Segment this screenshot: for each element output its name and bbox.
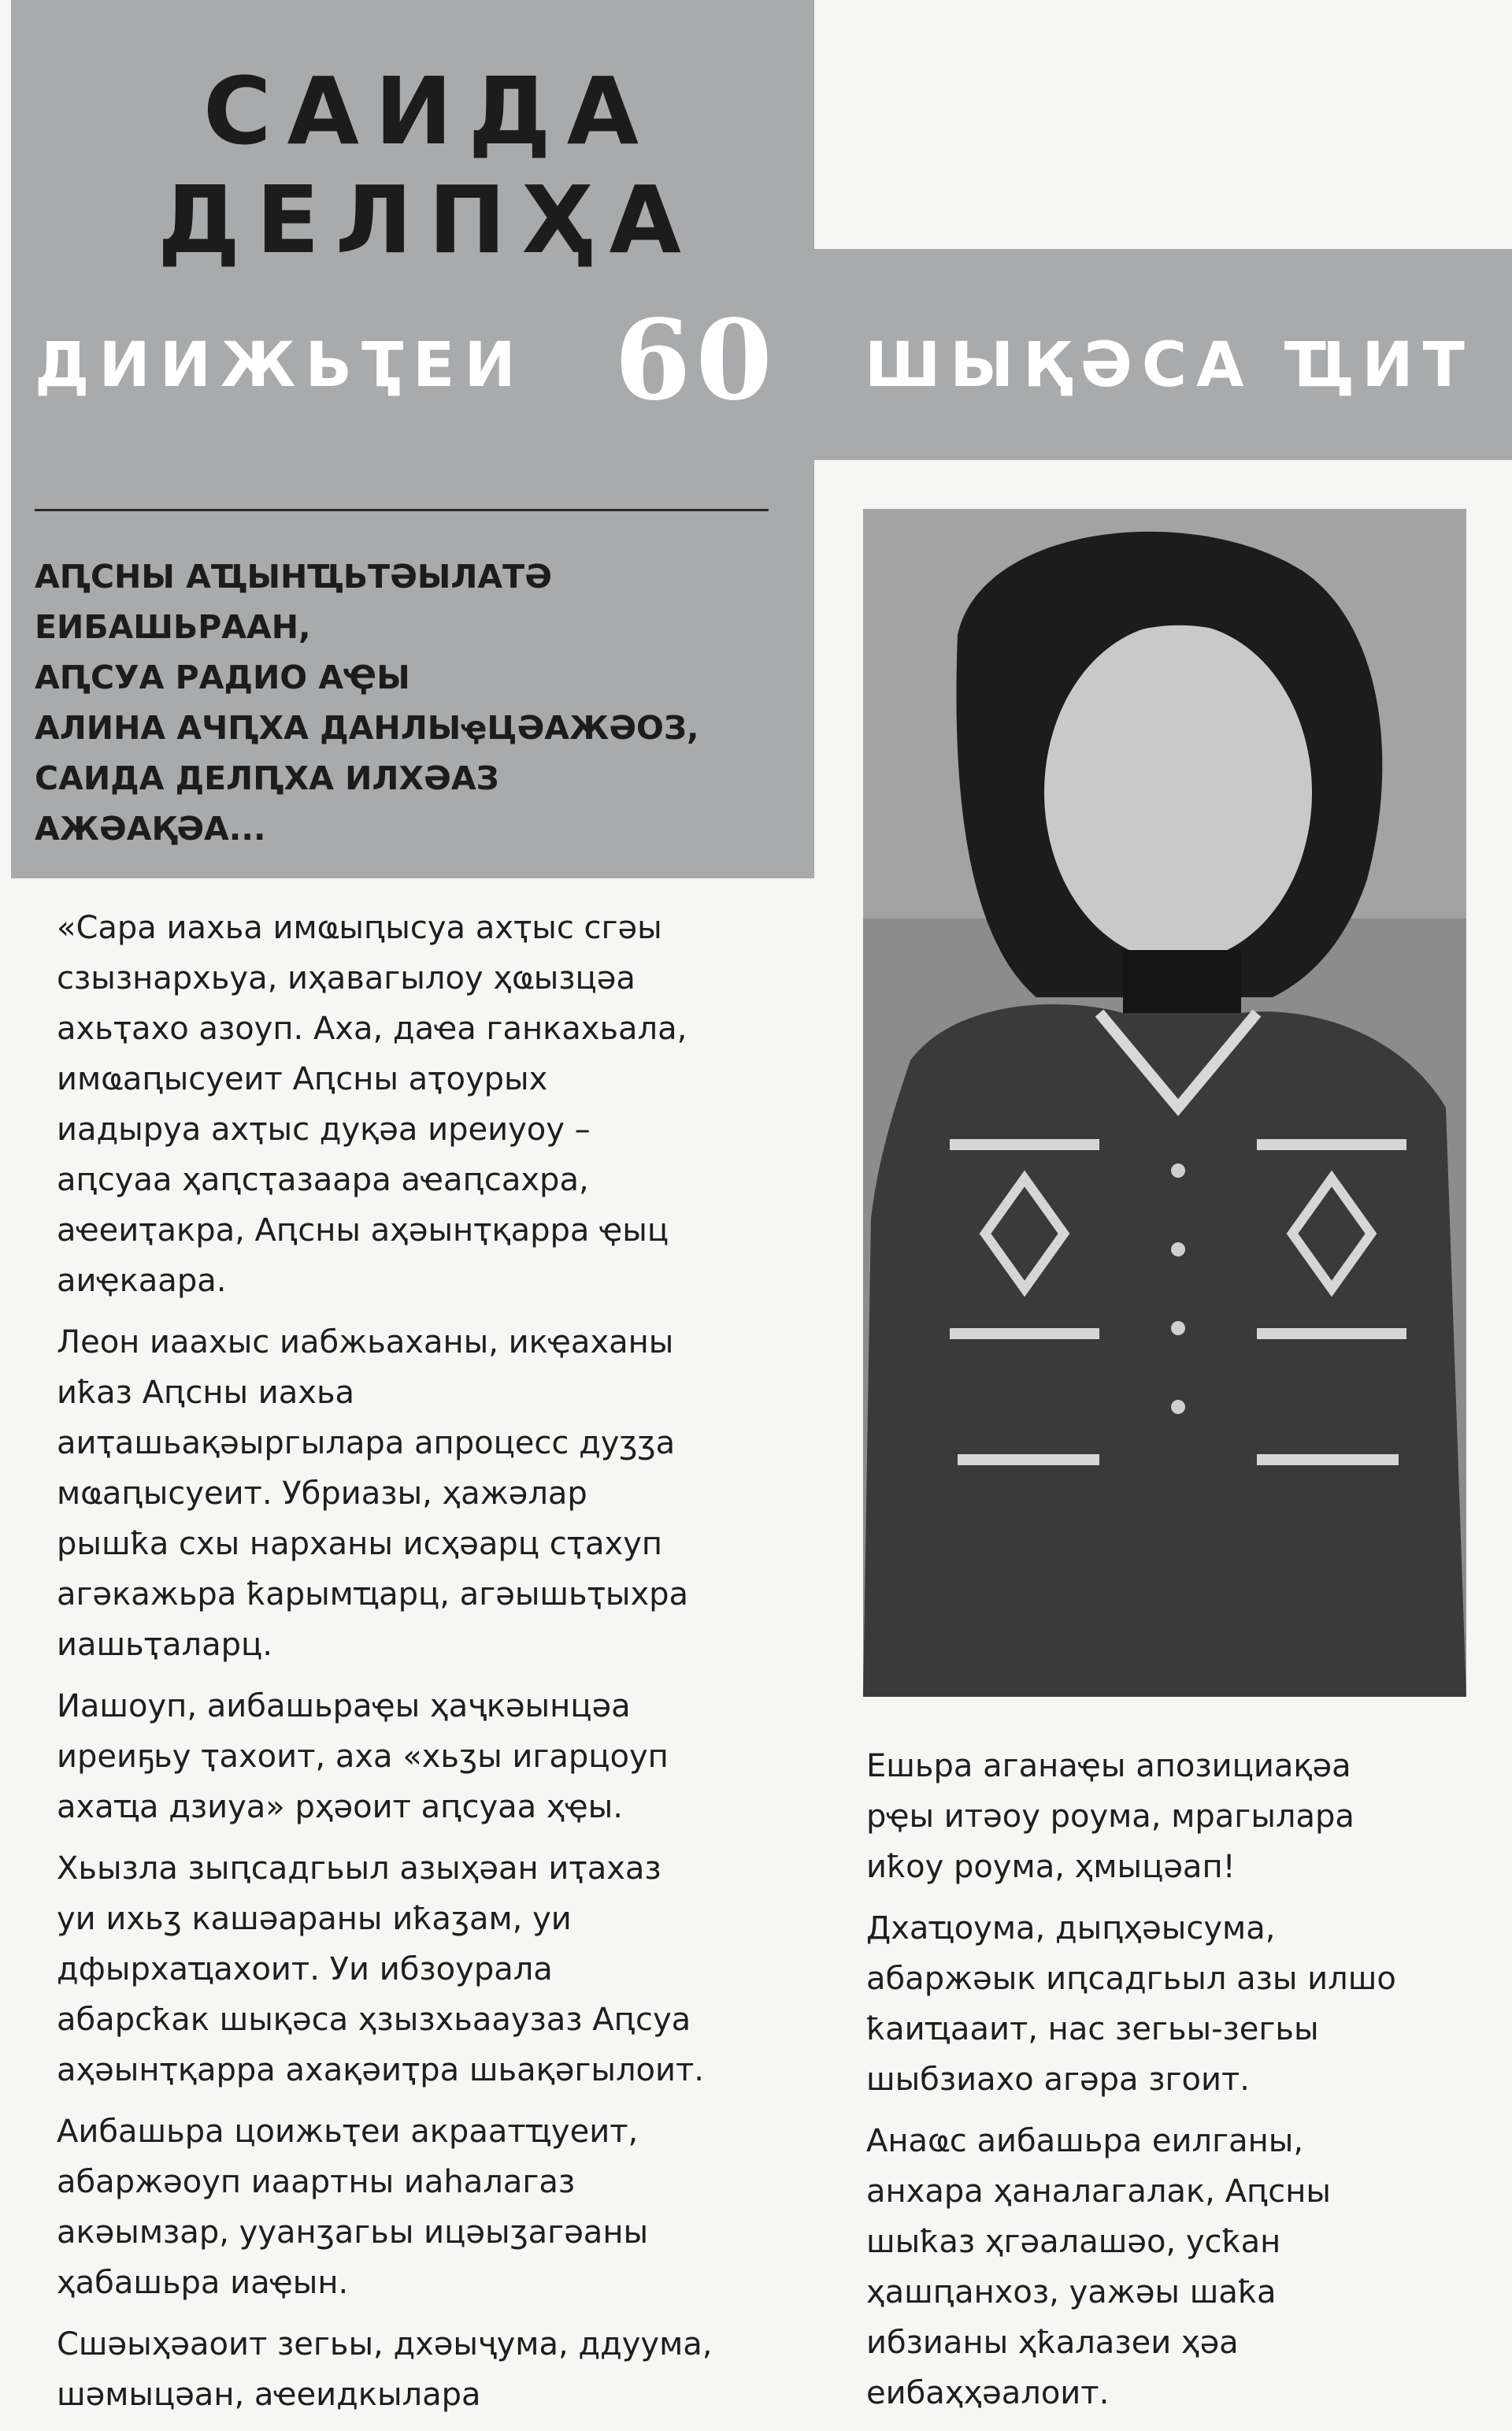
text-line: Сшәыҳәаоит зегьы, дхәыҷума, ддуума, (57, 2326, 713, 2362)
lead-line: АԤСНЫ АҴЫНҴЬТӘЫЛАТӘ (35, 558, 552, 596)
text-line: ҳабашьра иаҿын. (57, 2265, 349, 2301)
text-line: аиҿкаара. (57, 1263, 227, 1299)
text-line: шыбзиахо агәра згоит. (866, 2062, 1251, 2098)
text-line: Иашоуп, аибашьраҿы ҳаҷкәынцәа (57, 1688, 631, 1724)
text-line: ҟаиҵааит, нас зегьы-зегьы (866, 2011, 1319, 2047)
text-line: ахаҵа дзиуа» рҳәоит аԥсуаа ҳҿы. (57, 1789, 623, 1825)
lead-line: ЕИБАШЬРААН, (35, 608, 311, 646)
lead-line: АԤСУА РАДИО АҾЫ (35, 659, 410, 696)
text-line: акәымзар, ууанӡагьы ицәыӡагәаны (57, 2214, 649, 2251)
text-line: «Сара иахьа имҩыԥысуа ахҭыс сгәы (57, 910, 662, 946)
paragraph (866, 1903, 1496, 2105)
paragraph (57, 1843, 813, 2095)
paragraph (57, 2106, 813, 2308)
text-line: абаржәоуп иаартны иаhалагаз (57, 2164, 576, 2200)
lead-paragraph (35, 551, 806, 854)
text-line: аиҭашьақәыргылара апроцесс дуӡӡа (57, 1425, 676, 1461)
text-line: Хьызла зыԥсадгьыл азыҳәан иҭахаз (57, 1850, 662, 1887)
text-line: иҟоу роума, ҳмыцәап! (866, 1849, 1236, 1885)
band-number: 60 (614, 296, 777, 425)
text-line: дфырхаҵахоит. Уи ибзоурала (57, 1951, 553, 1987)
band-text-left: ДИИЖЬҬЕИ (35, 330, 525, 401)
text-line: шыҟаз ҳгәалашәо, усҟан (866, 2224, 1281, 2260)
text-line: мҩаԥысуеит. Убриазы, ҳажәлар (57, 1475, 587, 1512)
text-line: агәкажьра ҟарымҵарц, агәышьҭыхра (57, 1576, 689, 1613)
text-line: абаржәык иԥсадгьыл азы илшо (866, 1961, 1396, 1997)
text-line: шәмыцәан, аҽеидкылара (57, 2377, 481, 2413)
text-line: сзызнархьуа, иҳавагылоу ҳҩызцәа (57, 960, 636, 997)
article-column-right (866, 1741, 1496, 2429)
text-line: Леон иаахыс иабжьаханы, икҿаханы (57, 1324, 674, 1360)
title-line-1: САИДА (203, 57, 655, 165)
paragraph (57, 1317, 813, 1670)
paragraph (57, 1681, 813, 1832)
text-line: рышҟа схы нарханы исҳәарц сҭахуп (57, 1526, 663, 1562)
paragraph (57, 2319, 813, 2420)
article-column-left (57, 903, 813, 2431)
text-line: рҿы итәоу роума, мрагылара (866, 1798, 1354, 1835)
text-line: анхара ҳаналагалак, Аԥсны (866, 2173, 1331, 2210)
lead-line: АЛИНА АЧԤХА ДАНЛЫҿЦӘАЖӘОЗ, (35, 709, 699, 747)
text-line: иадыруа ахҭыс дуқәа иреиуоу – (57, 1112, 591, 1148)
text-line: Дхаҵоума, дыԥҳәысума, (866, 1910, 1276, 1947)
text-line: Ешьра аганаҿы апозициақәа (866, 1748, 1351, 1784)
paragraph (866, 1741, 1496, 1892)
paragraph (57, 903, 813, 1306)
text-line: аԥсуаа ҳаԥсҭазаара аҽаԥсахра, (57, 1162, 589, 1198)
text-line: ахьҭахо азоуп. Аха, даҽа ганкахьала, (57, 1011, 687, 1047)
paragraph (866, 2116, 1496, 2418)
text-line: аҽеиҭакра, Аԥсны аҳәынҭқарра ҿыц (57, 1212, 669, 1249)
lead-line: САИДА ДЕЛԤХА ИЛХӘАЗ (35, 759, 499, 797)
text-line: ибзианы ҳҟалазеи ҳәа (866, 2325, 1239, 2361)
band-text-right: ШЫҚӘСА ҴИТ (865, 330, 1474, 401)
text-line: Анаҩс аибашьра еилганы, (866, 2123, 1304, 2159)
text-line: Аибашьра цоижьҭеи акраатҵуеит, (57, 2114, 639, 2150)
lead-line: АЖӘАҚӘА... (35, 810, 266, 848)
text-line: иашьҭаларц. (57, 1627, 272, 1663)
text-line: иреиҕьу ҭахоит, аха «хьӡы игарцоуп (57, 1739, 669, 1775)
lead-divider (35, 509, 769, 511)
title-line-2: ДЕЛПҲА (158, 165, 697, 274)
text-line: уи ихьӡ кашәараны иҟаӡам, уи (57, 1901, 572, 1937)
text-line: иҟаз Аԥсны иахьа (57, 1375, 355, 1411)
text-line: еибаҳҳәалоит. (866, 2375, 1110, 2411)
text-line: ҳашԥанхоз, уажәы шаҟа (866, 2274, 1277, 2310)
text-line: абарсҟак шықәса ҳзызхьааузаз Аԥсуа (57, 2002, 691, 2038)
text-line: аҳәынҭқарра ахақәиҭра шьақәгылоит. (57, 2052, 704, 2088)
portrait-photo (863, 509, 1466, 1697)
portrait-illustration (863, 509, 1466, 1697)
text-line: имҩаԥысуеит Аԥсны аҭоурых (57, 1061, 548, 1097)
